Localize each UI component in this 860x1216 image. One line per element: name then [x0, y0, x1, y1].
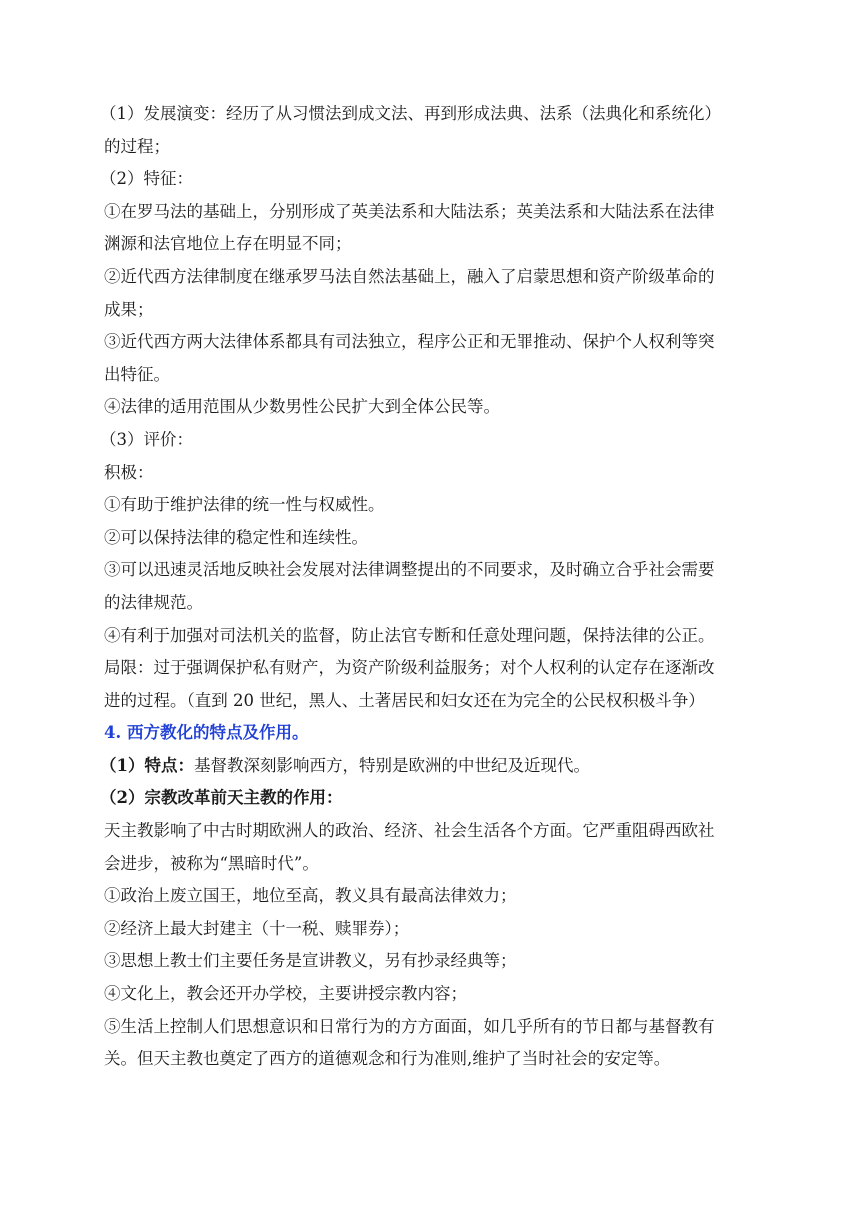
text-line: ①在罗马法的基础上，分别形成了英美法系和大陆法系；英美法系和大陆法系在法律 — [104, 201, 715, 221]
feature-text: 基督教深刻影响西方，特别是欧洲的中世纪及近现代。 — [193, 755, 590, 775]
text-line: ①政治上废立国王，地位至高，教义具有最高法律效力； — [104, 886, 517, 906]
subsection-label: （2）宗教改革前天主教的作用： — [100, 788, 343, 808]
text-line: （2）特征： — [100, 169, 193, 189]
text-line: ⑤生活上控制人们思想意识和日常行为的方方面面，如几乎所有的节日都与基督教有 — [104, 1016, 715, 1036]
text-line: 关。但天主教也奠定了西方的道德观念和行为准则,维护了当时社会的安定等。 — [104, 1049, 671, 1069]
text-line: 会进步，被称为“黑暗时代”。 — [104, 853, 319, 873]
text-line: ④法律的适用范围从少数男性公民扩大到全体公民等。 — [104, 397, 500, 417]
text-line: 积极： — [104, 462, 154, 482]
text-line: ③可以迅速灵活地反映社会发展对法律调整提出的不同要求，及时确立合乎社会需要 — [104, 560, 715, 580]
text-line: ②近代西方法律制度在继承罗马法自然法基础上，融入了启蒙思想和资产阶级革命的 — [104, 266, 715, 286]
text-line: 出特征。 — [104, 364, 170, 384]
feature-paragraph — [100, 750, 760, 783]
text-line: 渊源和法官地位上存在明显不同； — [104, 234, 352, 254]
text-line: （1）发展演变：经历了从习惯法到成文法、再到形成法典、法系（法典化和系统化） — [100, 104, 721, 123]
text-line: ①有助于维护法律的统一性与权威性。 — [104, 495, 385, 515]
text-line: 的法律规范。 — [104, 592, 203, 612]
text-line: ③近代西方两大法律体系都具有司法独立，程序公正和无罪推动、保护个人权利等突 — [104, 332, 715, 352]
text-line: ④文化上，教会还开办学校，主要讲授宗教内容； — [104, 984, 467, 1004]
text-line: 进的过程。（直到 20 世纪，黑人、土著居民和妇女还在为完全的公民权积极斗争） — [104, 690, 705, 710]
text-line: ②经济上最大封建主（十一税、赎罪券）； — [104, 918, 410, 938]
text-line: ②可以保持法律的稳定性和连续性。 — [104, 527, 368, 547]
text-line: ④有利于加强对司法机关的监督，防止法官专断和任意处理问题，保持法律的公正。 — [104, 625, 715, 645]
text-line: 的过程； — [104, 136, 170, 156]
text-line: 天主教影响了中古时期欧洲人的政治、经济、社会生活各个方面。它严重阻碍西欧社 — [104, 821, 715, 841]
text-line: （3）评价： — [100, 429, 193, 449]
text-line: 成果； — [104, 299, 154, 319]
text-line: ③思想上教士们主要任务是宣讲教义，另有抄录经典等； — [104, 951, 517, 971]
section-heading: 4. 西方教化的特点及作用。 — [104, 723, 309, 743]
text-line: 局限：过于强调保护私有财产，为资产阶级利益服务；对个人权利的认定存在逐渐改 — [104, 658, 715, 678]
feature-label: （1）特点： — [100, 755, 194, 775]
